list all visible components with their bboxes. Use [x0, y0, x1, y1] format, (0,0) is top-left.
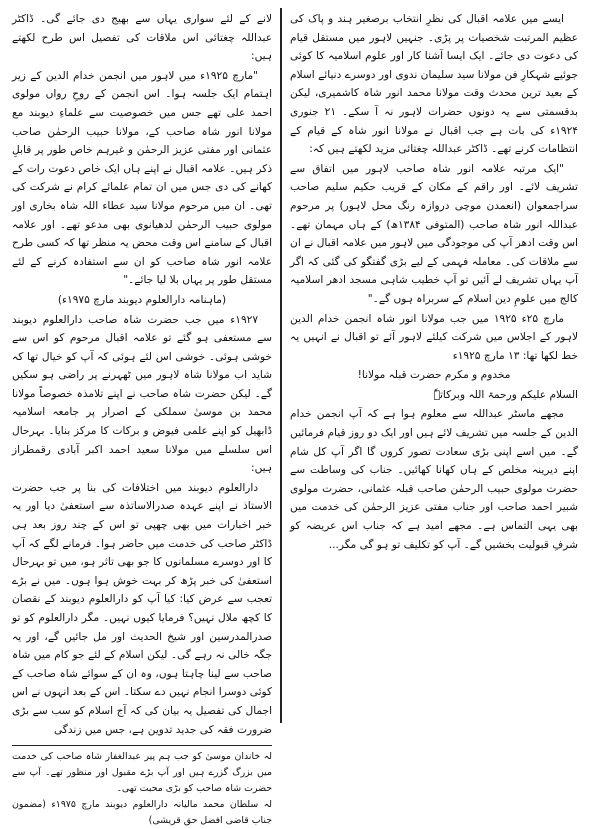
quoted-paragraph: "مارچ ۱۹۲۵ء میں لاہور میں انجمن خدام الدین کے زیر اہتمام ایک جلسہ ہوا۔ اس انجمن کے روحِ رواں مولوی احمد علی تھے جس میں خصوصیت سے علماءِ دیوبند مع مولانا انور شاہ صاحب کے، مولانا حبیب الرحمٰن صاحب عثمانی اور مفتی عزیز الرحمٰن و غیرہم خاص طور پر قابلِ ذکر ہیں۔ علامہ اقبال نے اپنے ہاں ایک خاص دعوت رات کے کھانے کی دی جس میں ان تمام علمائے کرام نے شرکت کی تھی۔ ان میں مرحوم مولانا سید عطاء اللہ شاہ بخاری اور مولوی حبیب الرحمٰن لدھیانوی بھی مدعو تھے۔ اور علامہ اقبال کے سامنے اس وقت محض یہ منظر تھا کہ کسی طرح علامہ انور شاہ صاحب کو ان سے استفادہ کرنے کے لئے مستقل طور پر یہاں بلا لیا جائے۔"	[12, 69, 273, 287]
left-column	[6, 6, 280, 827]
paragraph: مارچ ۲۵ء ۱۹۲۵ میں جب مولانا انور شاہ انجمن خدام الدین لاہور کے اجلاس میں شرکت کیلئے لاہور آئے تو اقبال نے انہیں یہ خط لکھا تھا: ۱۳ مارچ ۱۹۲۵ء	[290, 312, 578, 362]
paragraph: ۱۹۲۷ء میں جب حضرت شاہ صاحب دارالعلوم دیوبند سے مستعفی ہو گئے تو علامہ اقبال مرحوم کو اس سے خوشی ہوئی۔ خوشی اس لئے ہوئی کہ آپ کو خیال تھا کہ شاید اب مولانا شاہ لاہور میں ٹھہرنے پر راضی ہو سکیں گے۔ لیکن حضرت شاہ صاحب نے اپنے تلامذہ خصوصاً مولانا محمد بن موسیٰ سملکی کے اصرار پر جامعہ اسلامیہ ڈابھیل کو اپنے علمی فیوض و برکات کا مرکز بنایا۔ بہرحال اس سلسلے میں مولانا سعید احمد اکبر آبادی رقمطراز ہیں:	[12, 313, 273, 475]
letter-salutation: مخدوم و مکرم حضرت قبلہ مولانا!	[357, 369, 511, 382]
paragraph: دارالعلوم دیوبند میں اختلافات کی بنا پر جب حضرت الاستاذ نے اپنے عہدہ صدرالاساتذہ سے استعفیٰ دیا اور یہ خبر اخبارات میں بھی چھپی تو اس کے چند روز بعد ہی ڈاکٹر صاحب کی خدمت میں حاضر ہوا۔ فرمانے لگے کہ آپ کا اور دوسرے مسلمانوں کا جو بھی تاثر ہو، میں تو بہرحال استعفیٰ کی خبر پڑھ کر بہت خوش ہوا ہوں۔ میں نے بڑے تعجب سے عرض کیا: کیا آپ کو دارالعلوم دیوبند کے نقصان کا کچھ ملال نہیں؟ فرمایا کیوں نہیں۔ مگر دارالعلوم کو تو صدرالمدرسین اور شیخ الحدیث اور مل جائیں گے، اور یہ جگہ خالی نہ رہے گی۔ لیکن اسلام کے لئے جو کام میں شاہ صاحب سے لینا چاہتا ہوں، وہ ان کے سوائے شاہ صاحب کے کوئی دوسرا انجام نہیں دے سکتا۔ اس کے بعد انہوں نے اس اجمال کی تفصیل یہ بیان کی کہ آج اسلام کو سب سے بڑی ضرورت فقہ کی جدید تدوین ہے، جس میں زندگی	[12, 481, 273, 736]
paragraph: لانے کے لئے سواری یہاں سے بھیج دی جائے گی۔ ڈاکٹر عبداللہ چغتائی اس ملاقات کی تفصیل اس طرح لکھتے ہیں:	[12, 13, 273, 63]
footnote: لہ خاندان موسیٰ کو جب ہم پیر عبدالغفار شاہ صاحب کی خدمت میں بزرگ گزرے ہیں اور آپ بڑے مقبول اور منظور تھے۔ آپ سے حضرت شاہ صاحب کو بڑی محبت تھی۔	[12, 751, 273, 795]
letter-greeting: السلام علیکم ورحمۃ اللہ وبرکاتہٗ	[433, 388, 578, 401]
footnote: لہ سلطان محمد مالیانہ دارالعلوم دیوبند مارچ ۱۹۷۵ء (مضمون جناب قاضی افضل حق قریشی)	[12, 799, 273, 827]
right-column	[282, 6, 584, 723]
footnotes	[12, 745, 272, 829]
quoted-paragraph: "ایک مرتبہ علامہ انور شاہ صاحب لاہور میں اتفاق سے تشریف لائے۔ اور راقم کے مکان کے قریب حکیم سلیم صاحب سراجمعوان (انعمدن موچی دروازہ رنگ محل لاہور) پر مرحوم عبداللہ انور شاہ صاحب (المتوفی ۱۳۸۴ھ) کے ہاں مہمان تھے۔ اس وقت ادھر آپ کی موجودگی میں لاہور میں علامہ اقبال نے ان سے ملاقات کی۔ معاملہ فہمی کے لیے بڑی گفتگو کی گئی کہ اگر آپ یہاں تشریف لے آئیں تو آپ خطیب شاہی مسجد ادھر اسلامیہ کالج میں علومِ دین اسلام کے سربراہ ہوں گے۔"	[290, 162, 578, 305]
paragraph: ایسے میں علامہ اقبال کی نظرِ انتخاب برصغیر ہند و پاک کی عظیم المرتبت شخصیات پر پڑی۔ جنہیں لاہور میں مستقل قیام کی دعوت دی جائے۔ ایک ایسا آشنا کار اور علوم اسلامیہ کا کوئی جوئیے شہکارِ فن مولانا سید سلیمان ندوی اور دوسرے دنیائے اسلام کے بعید ترین محدث وقت مولانا محمد انور شاہ کاشمیری، لیکن بدقسمتی سے یہ دونوں حضرات لاہور نہ آ سکے۔ ۲۱ جنوری ۱۹۲۴ء کی بات ہے جب اقبال نے مولانا انور شاہ کے قیام کے انتظامات کرنے تھے۔ ڈاکٹر عبداللہ چغتائی مزید لکھتے ہیں کہ:	[290, 13, 578, 156]
source-citation: (ماہنامہ دارالعلوم دیوبند مارچ ۱۹۷۵ء)	[57, 293, 227, 306]
letter-body: مجھے ماسٹر عبداللہ سے معلوم ہوا ہے کہ آپ انجمن خدام الدین کے جلسہ میں تشریف لائے ہیں اور ایک دو روز قیام فرمائیں گے۔ میں اسے اپنی بڑی سعادت تصور کروں گا اگر آپ کل شام اپنے دیرینہ مخلص کے ہاں کھانا کھائیں۔ جناب کی وساطت سے حضرت مولوی حبیب الرحمٰن صاحب قبلہ عثمانی، حضرت مولوی شبیر احمد صاحب اور جناب مفتی عزیز الرحمٰن کی خدمت میں بھی یہی التماس ہے۔ مجھے امید ہے کہ جناب اس عریضہ کو شرفِ قبولیت بخشیں گے۔ آپ کو تکلیف تو ہو گی مگر...	[290, 408, 578, 551]
